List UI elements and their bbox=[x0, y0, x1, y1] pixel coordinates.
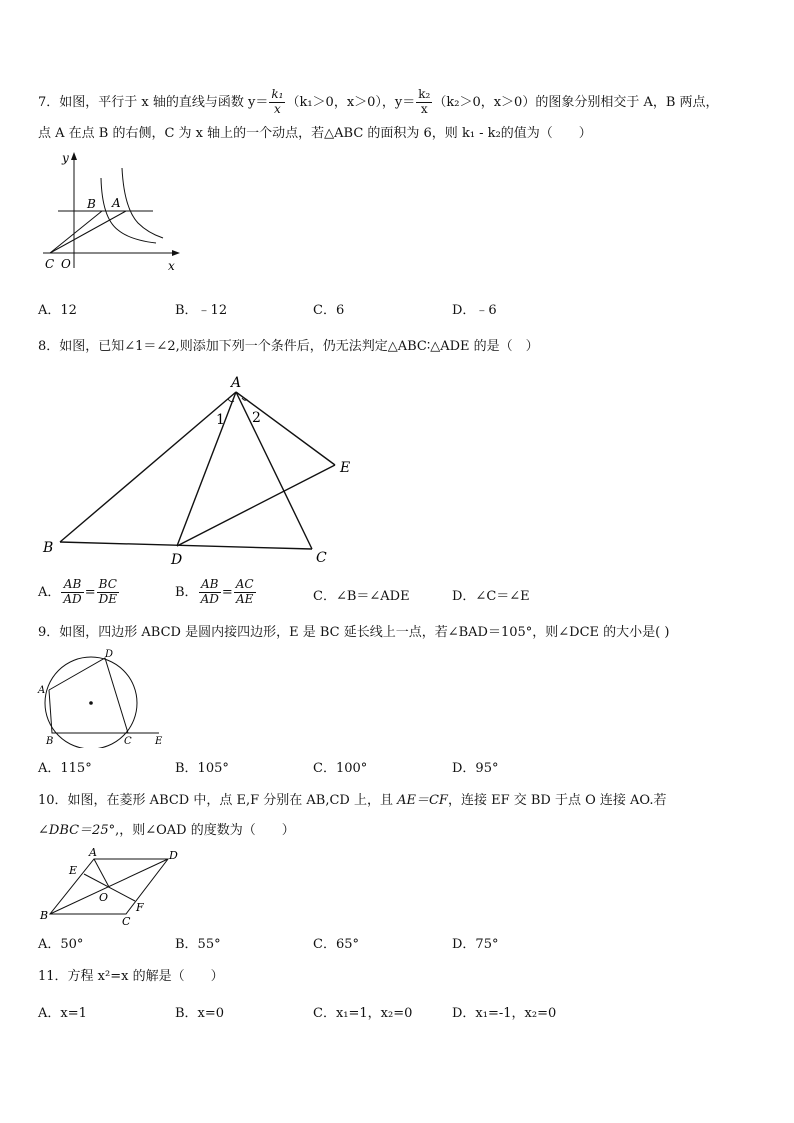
q7-fraction-1 bbox=[269, 88, 285, 117]
q10-line2 bbox=[38, 824, 295, 837]
q10-label-A: A bbox=[89, 846, 97, 859]
q11-option-a[interactable]: A．x=1 bbox=[38, 1006, 87, 1021]
q7-cond1: （k₁＞0，x＞0），y＝ bbox=[286, 94, 416, 110]
q7-option-a[interactable]: A．12 bbox=[38, 303, 77, 318]
q10-option-b[interactable]: B．55° bbox=[175, 937, 221, 952]
q7-option-c[interactable]: C．6 bbox=[313, 303, 345, 318]
q8-text: 8．如图，已知∠1＝∠2,则添加下列一个条件后，仍无法判定△ABC∶△ADE 的是（ ） bbox=[38, 339, 539, 354]
q7-fraction-2 bbox=[416, 88, 432, 117]
q8-opt-b-num2: AC bbox=[235, 577, 254, 591]
q7-segment-CB bbox=[50, 211, 102, 253]
q7-option-b[interactable]: B．﹣12 bbox=[175, 303, 228, 318]
q8-segment-BC bbox=[60, 542, 312, 549]
q10-option-c[interactable]: C．65° bbox=[313, 937, 359, 952]
q7-line1 bbox=[38, 88, 719, 117]
q8-label-C: C bbox=[316, 550, 327, 566]
q8-option-c[interactable]: C．∠B＝∠ADE bbox=[313, 589, 410, 604]
q10-label-C: C bbox=[122, 915, 131, 927]
q8-segment-AE bbox=[236, 392, 335, 465]
q10-line1c: ，连接 EF 交 BD 于点 O 连接 AO.若 bbox=[447, 793, 667, 808]
q7-prefix: 7．如图，平行于 x 轴的直线与函数 y＝ bbox=[38, 94, 269, 110]
q8-segment-AC bbox=[236, 392, 312, 549]
q8-opt-b-den2: AE bbox=[235, 591, 254, 606]
q9-text: 9．如图，四边形 ABCD 是圆内接四边形，E 是 BC 延长线上一点，若∠BAD＝105°，则∠DCE 的大小是( ) bbox=[38, 625, 670, 640]
q9-figure bbox=[34, 648, 174, 748]
q10-line1a: 10．如图，在菱形 ABCD 中，点 E,F 分别在 AB,CD 上，且 bbox=[38, 793, 398, 808]
q8-option-b-label: B． bbox=[175, 584, 198, 600]
q9-option-c[interactable]: C．100° bbox=[313, 761, 368, 776]
q8-opt-a-den2: DE bbox=[98, 591, 117, 606]
q8-label-A: A bbox=[231, 375, 242, 391]
q10-option-a[interactable]: A．50° bbox=[38, 937, 84, 952]
q7-frac1-den: x bbox=[274, 101, 281, 116]
q7-frac1-num: k₁ bbox=[271, 87, 284, 101]
q8-label-2: 2 bbox=[252, 410, 261, 426]
q11-option-b[interactable]: B．x=0 bbox=[175, 1006, 225, 1021]
q7-cond2: （k₂＞0，x＞0）的图象分别相交于 A，B 两点， bbox=[433, 94, 719, 110]
q9-label-E: E bbox=[155, 736, 163, 747]
q8-opt-a-den1: AD bbox=[63, 591, 82, 606]
q9-label-A: A bbox=[38, 685, 46, 696]
q7-label-x: x bbox=[168, 259, 175, 273]
q8-opt-b-num1: AB bbox=[199, 578, 221, 593]
q10-label-O: O bbox=[99, 891, 109, 904]
q7-figure bbox=[38, 148, 188, 278]
q7-frac2-num: k₂ bbox=[418, 87, 431, 101]
q7-line2: 点 A 在点 B 的右侧，C 为 x 轴上的一个动点，若△ABC 的面积为 6，则 k₁ - k₂的值为（ ） bbox=[38, 126, 592, 141]
q9-option-a[interactable]: A．115° bbox=[38, 761, 92, 776]
q8-opt-b-frac1 bbox=[199, 578, 221, 607]
q9-option-b[interactable]: B．105° bbox=[175, 761, 229, 776]
q8-opt-a-frac1 bbox=[61, 578, 83, 607]
q10-figure bbox=[38, 845, 188, 927]
q7-label-O: O bbox=[61, 257, 71, 271]
q8-opt-a-eq: = bbox=[84, 584, 96, 600]
q9-label-B: B bbox=[46, 736, 54, 747]
q10-label-F: F bbox=[136, 901, 144, 914]
q11-option-d[interactable]: D．x₁=-1，x₂=0 bbox=[452, 1006, 557, 1021]
q7-label-B: B bbox=[87, 197, 96, 211]
q7-option-d[interactable]: D．﹣6 bbox=[452, 303, 497, 318]
q11-option-c[interactable]: C．x₁=1，x₂=0 bbox=[313, 1006, 413, 1021]
q8-label-D: D bbox=[171, 552, 183, 568]
q10-label-E: E bbox=[69, 864, 78, 877]
q8-segment-AB bbox=[60, 392, 236, 542]
q8-label-1: 1 bbox=[216, 412, 225, 428]
q8-label-E: E bbox=[340, 460, 351, 476]
q8-option-d[interactable]: D．∠C＝∠E bbox=[452, 589, 530, 604]
q7-curve-k1 bbox=[122, 168, 163, 238]
q8-opt-b-eq: = bbox=[221, 584, 233, 600]
q8-opt-b-frac2 bbox=[234, 578, 256, 607]
q8-opt-a-num2: BC bbox=[97, 578, 119, 593]
q8-opt-b-den1: AD bbox=[200, 591, 219, 606]
q8-opt-a-num1: AB bbox=[61, 578, 83, 593]
q8-option-a[interactable] bbox=[38, 578, 120, 607]
q9-option-d[interactable]: D．95° bbox=[452, 761, 499, 776]
q10-label-B: B bbox=[40, 909, 49, 922]
q8-label-B: B bbox=[43, 540, 54, 556]
q9-label-C: C bbox=[124, 736, 132, 747]
q11-text: 11．方程 x²=x 的解是（ ） bbox=[38, 969, 224, 984]
q10-line2b: ,，则∠OAD 的度数为（ ） bbox=[115, 823, 295, 838]
q10-line1 bbox=[38, 794, 666, 807]
q10-label-D: D bbox=[169, 849, 178, 862]
q10-line2a: ∠DBC＝25° bbox=[38, 823, 116, 838]
q7-segment-CA bbox=[50, 211, 126, 253]
q8-segment-DE bbox=[177, 465, 335, 546]
q8-option-b[interactable] bbox=[175, 578, 257, 607]
q7-label-C: C bbox=[45, 257, 55, 271]
q7-frac2-den: x bbox=[420, 101, 428, 116]
q10-line1b: AE＝CF bbox=[397, 793, 448, 808]
q9-center-point bbox=[89, 701, 93, 705]
q10-option-d[interactable]: D．75° bbox=[452, 937, 499, 952]
q9-quadrilateral bbox=[49, 658, 128, 733]
q8-opt-a-frac2 bbox=[97, 578, 119, 607]
q7-label-A: A bbox=[112, 196, 121, 210]
q8-figure bbox=[38, 372, 368, 572]
q8-segment-AD bbox=[177, 392, 236, 546]
q8-option-a-label: A． bbox=[38, 584, 61, 600]
q9-label-D: D bbox=[105, 649, 114, 660]
q7-label-y: y bbox=[62, 151, 69, 165]
